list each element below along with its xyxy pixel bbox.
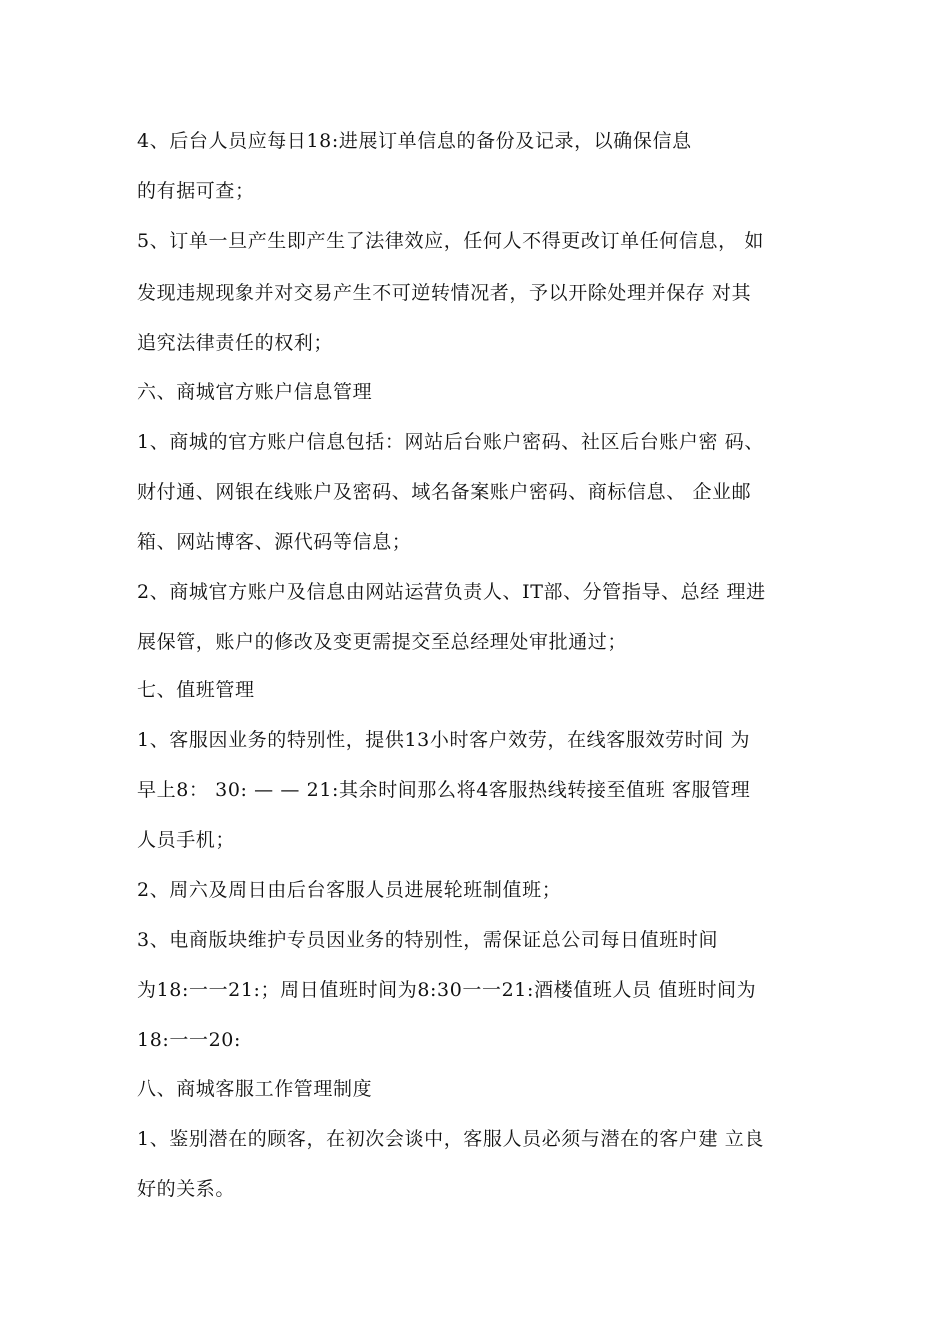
section-heading: 八、商城客服工作管理制度 xyxy=(137,1078,373,1100)
section-heading: 七、值班管理 xyxy=(137,679,255,701)
text-line: 的有据可查； xyxy=(137,180,255,202)
text-line: 财付通、网银在线账户及密码、域名备案账户密码、商标信息、 企业邮 xyxy=(137,481,752,503)
section-heading: 六、商城官方账户信息管理 xyxy=(137,381,373,403)
text-line: 早上8： 30: — — 21:其余时间那么将4客服热线转接至值班 客服管理 xyxy=(137,779,751,801)
text-line: 18:一一20: xyxy=(137,1029,241,1051)
text-line: 1、客服因业务的特别性，提供13小时客户效劳，在线客服效劳时间 为 xyxy=(137,729,751,751)
text-line: 2、商城官方账户及信息由网站运营负责人、IT部、分管指导、总经 理进 xyxy=(137,581,766,603)
text-line: 1、商城的官方账户信息包括：网站后台账户密码、社区后台账户密 码、 xyxy=(137,431,764,453)
text-line: 追究法律责任的权利； xyxy=(137,332,334,354)
text-line: 发现违规现象并对交易产生不可逆转情况者，予以开除处理并保存 对其 xyxy=(137,282,752,304)
text-line: 人员手机； xyxy=(137,829,236,851)
text-line: 好的关系。 xyxy=(137,1178,236,1200)
text-line: 2、周六及周日由后台客服人员进展轮班制值班； xyxy=(137,879,562,901)
text-line: 为18:一一21:；周日值班时间为8:30一一21:酒楼值班人员 值班时间为 xyxy=(137,979,757,1001)
text-line: 展保管，账户的修改及变更需提交至总经理处审批通过； xyxy=(137,631,628,653)
text-line: 5、订单一旦产生即产生了法律效应，任何人不得更改订单任何信息， 如 xyxy=(137,230,764,252)
text-line: 4、后台人员应每日18:进展订单信息的备份及记录，以确保信息 xyxy=(137,130,692,152)
text-line: 箱、网站博客、源代码等信息； xyxy=(137,531,412,553)
text-line: 3、电商版块维护专员因业务的特别性，需保证总公司每日值班时间 xyxy=(137,929,719,951)
text-line: 1、鉴别潜在的顾客，在初次会谈中，客服人员必须与潜在的客户建 立良 xyxy=(137,1128,764,1150)
